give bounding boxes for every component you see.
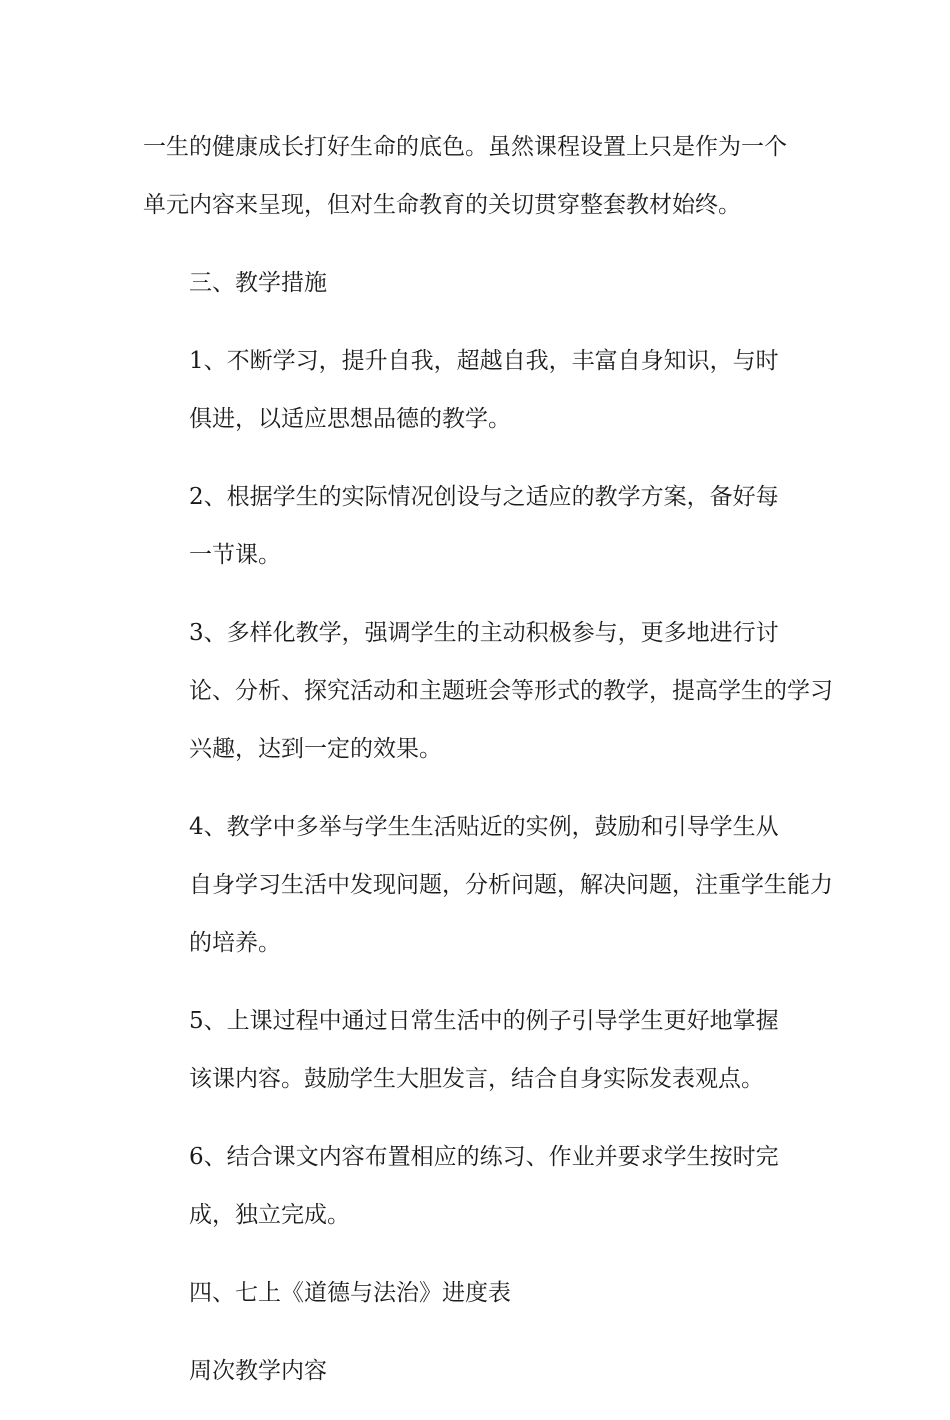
text-line: 单元内容来呈现，但对生命教育的关切贯穿整套教材始终。 [143,192,741,218]
text-line: 2、根据学生的实际情况创设与之适应的教学方案，备好每 [189,484,779,510]
paragraph [143,992,813,1108]
text-line: 该课内容。鼓励学生大胆发言，结合自身实际发表观点。 [189,1066,764,1092]
paragraph [143,798,833,972]
paragraph [143,1264,813,1322]
paragraph [143,118,813,234]
text-line: 5、上课过程中通过日常生活中的例子引导学生更好地掌握 [189,1008,779,1034]
paragraph [143,1342,813,1400]
text-line: 成，独立完成。 [189,1202,350,1228]
paragraph [143,254,813,312]
text-line: 自身学习生活中发现问题，分析问题，解决问题，注重学生能力 [189,872,833,898]
text-line: 1、不断学习，提升自我，超越自我，丰富自身知识，与时 [189,348,779,374]
paragraph [143,468,813,584]
text-line: 3、多样化教学，强调学生的主动积极参与，更多地进行讨 [189,620,779,646]
text-line: 兴趣，达到一定的效果。 [189,736,442,762]
text-line: 一节课。 [189,542,281,568]
document-body [143,118,833,1420]
text-line: 周次教学内容 [189,1358,327,1384]
text-line: 三、教学措施 [189,270,327,296]
paragraph [143,1128,813,1244]
text-line: 俱进，以适应思想品德的教学。 [189,406,511,432]
text-line: 6、结合课文内容布置相应的练习、作业并要求学生按时完 [189,1144,779,1170]
text-line: 四、七上《道德与法治》进度表 [189,1280,511,1306]
text-line: 4、教学中多举与学生生活贴近的实例，鼓励和引导学生从 [189,814,779,840]
paragraph [143,332,813,448]
text-line: 论、分析、探究活动和主题班会等形式的教学，提高学生的学习 [189,678,833,704]
text-line: 的培养。 [189,930,281,956]
paragraph [143,604,833,778]
text-line: 一生的健康成长打好生命的底色。虽然课程设置上只是作为一个 [143,134,787,160]
